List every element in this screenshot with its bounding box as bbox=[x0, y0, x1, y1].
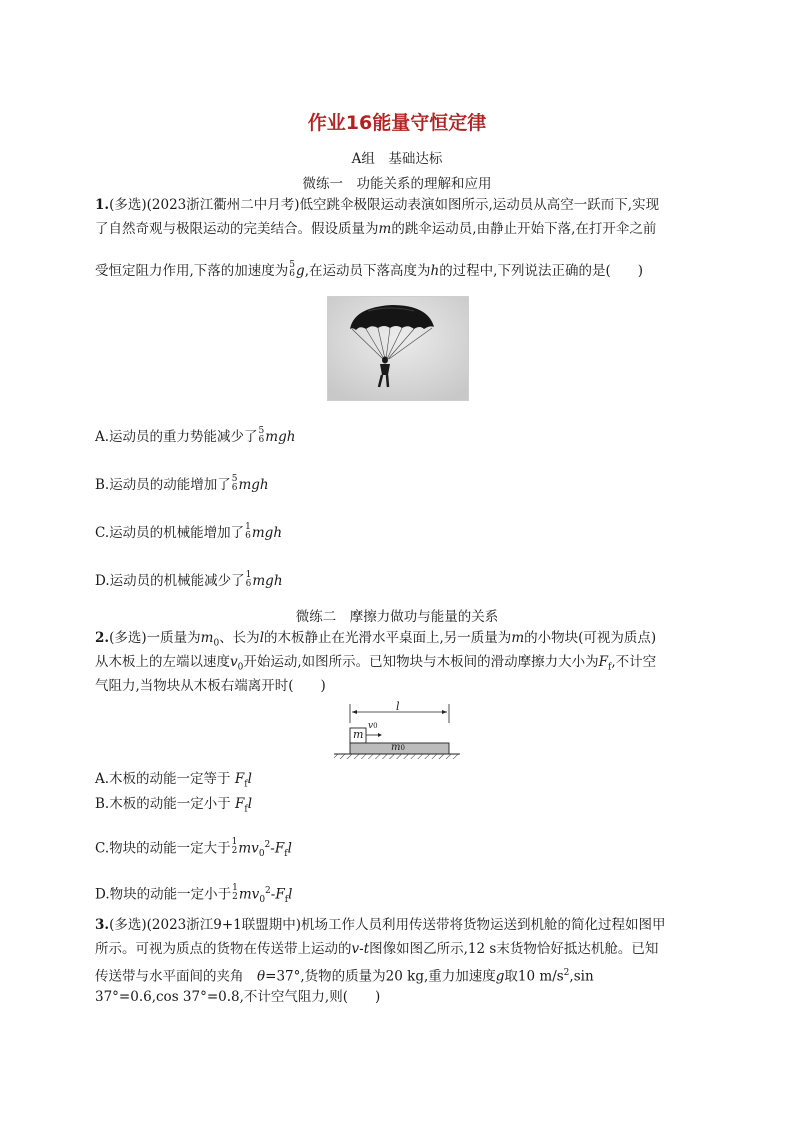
q1-option-b bbox=[95, 473, 269, 495]
q2-optD-vsub: 0 bbox=[259, 895, 266, 906]
q2-option-b bbox=[95, 795, 252, 819]
q2-optC-frac bbox=[232, 838, 238, 856]
q2-optA-F: F bbox=[234, 771, 245, 787]
q3-line-4: 37°=0.6,cos 37°=0.8,不计空气阻力,则( ) bbox=[95, 989, 381, 1005]
q1-var-g: g bbox=[296, 263, 305, 279]
q2-optB-sub: f bbox=[244, 804, 248, 815]
q2-optD-F: F bbox=[275, 886, 285, 903]
q2-var-v: v bbox=[230, 654, 238, 670]
q1-optA-frac bbox=[259, 427, 265, 445]
q3-text-2b: 图像如图乙所示,12 s末货物恰好抵达机舱。已知 bbox=[369, 941, 659, 957]
q3-sq: 2 bbox=[563, 968, 570, 978]
q2-optC-sq: 2 bbox=[264, 840, 271, 850]
q2-text-1b: 、长为 bbox=[219, 630, 260, 646]
q1-optC-text: C.运动员的机械能增加了 bbox=[95, 525, 245, 541]
q2-var-l: l bbox=[259, 630, 265, 646]
q2-optD-l: l bbox=[288, 886, 293, 903]
q1-optB-num: 5 bbox=[231, 473, 238, 484]
q1-text-3b: ,在运动员下落高度为 bbox=[304, 263, 431, 279]
q2-text-2c: ,不计空 bbox=[611, 654, 657, 670]
q2-text-1c: 的木板静止在光滑水平桌面上,另一质量为 bbox=[264, 630, 512, 646]
q2-optD-minus: - bbox=[270, 886, 276, 903]
q1-optD-den: 6 bbox=[245, 578, 252, 589]
q2-var-F-sub: f bbox=[608, 662, 612, 673]
q1-text-3a: 受恒定阻力作用,下落的加速度为 bbox=[95, 263, 289, 279]
q1-var-m: m bbox=[378, 221, 392, 237]
q2-var-F: F bbox=[598, 654, 609, 670]
q2-optA-text: A.木板的动能一定等于 bbox=[95, 771, 235, 787]
q2-line-2 bbox=[95, 653, 656, 677]
diagram-length-label: l bbox=[396, 700, 400, 713]
q1-line-1 bbox=[95, 196, 659, 214]
q2-optA-sub: f bbox=[244, 779, 248, 790]
q1-option-c bbox=[95, 521, 283, 543]
q3-text-3c: 取10 m/s bbox=[504, 968, 564, 985]
page-title: 作业16能量守恒定律 bbox=[307, 112, 487, 134]
q2-optD-den: 2 bbox=[232, 892, 238, 902]
q1-text-2a: 了自然奇观与极限运动的完美结合。假设质量为 bbox=[95, 221, 379, 237]
q3-text-3d: ,sin bbox=[569, 968, 594, 985]
q2-var-v-sub: 0 bbox=[237, 662, 244, 673]
section-heading-2: 微练二 摩擦力做功与能量的关系 bbox=[295, 609, 499, 625]
q2-optC-mv: mv bbox=[238, 840, 259, 857]
q2-optD-frac bbox=[232, 884, 238, 902]
q3-text-2a: 所示。可视为质点的货物在传送带上运动的 bbox=[95, 941, 352, 957]
q3-text-1: (多选)(2023浙江9+1联盟期中)机场工作人员利用传送带将货物运送到机舱的简化过程如图甲 bbox=[109, 917, 666, 933]
q2-optC-text: C.物块的动能一定大于 bbox=[95, 840, 231, 857]
q2-optC-Fsub: f bbox=[284, 849, 288, 860]
q2-optD-sq: 2 bbox=[265, 886, 271, 896]
q1-optC-frac bbox=[245, 523, 251, 541]
section-heading-1: 微练一 功能关系的理解和应用 bbox=[302, 176, 492, 192]
diagram-plank-m: m bbox=[391, 742, 401, 753]
q1-optA-text: A.运动员的重力势能减少了 bbox=[95, 429, 258, 445]
parachute-photo bbox=[327, 296, 469, 401]
q3-line-2 bbox=[95, 940, 658, 958]
q2-line-3: 气阻力,当物块从木板右端离开时( ) bbox=[95, 678, 326, 694]
q1-optB-text: B.运动员的动能增加了 bbox=[95, 477, 231, 493]
q2-optA-l: l bbox=[247, 771, 252, 787]
q3-line-1 bbox=[95, 916, 666, 934]
q2-text-1a: (多选)一质量为 bbox=[109, 630, 201, 646]
q2-optB-text: B.木板的动能一定小于 bbox=[95, 796, 236, 812]
plank-block-diagram bbox=[334, 701, 460, 763]
q2-option-c bbox=[95, 836, 292, 863]
q1-line-3 bbox=[95, 259, 644, 281]
q3-text-3b: =37°,货物的质量为20 kg,重力加速度 bbox=[265, 968, 496, 985]
q1-optD-text: D.运动员的机械能减少了 bbox=[95, 573, 245, 589]
diagram-plank-sub: 0 bbox=[400, 744, 405, 752]
q1-optD-expr: mgh bbox=[252, 573, 283, 589]
q1-optA-expr: mgh bbox=[265, 429, 296, 445]
q1-number: 1. bbox=[95, 197, 110, 213]
q2-optC-vsub: 0 bbox=[258, 849, 265, 860]
q1-optB-den: 6 bbox=[231, 482, 238, 493]
q3-line-3 bbox=[95, 964, 594, 986]
q1-optD-frac bbox=[246, 571, 252, 589]
q1-text-2b: 的跳伞运动员,由静止开始下落,在打开伞之前 bbox=[391, 221, 657, 237]
diagram-velocity-sub: 0 bbox=[373, 722, 378, 730]
q3-var-theta: θ bbox=[257, 968, 266, 985]
q1-optB-expr: mgh bbox=[238, 477, 269, 493]
q2-number: 2. bbox=[95, 630, 110, 646]
q1-optA-den: 6 bbox=[258, 434, 265, 445]
q1-frac-num: 5 bbox=[289, 259, 296, 270]
q3-number: 3. bbox=[95, 917, 110, 933]
q1-line-2 bbox=[95, 220, 656, 238]
diagram-velocity-v: v bbox=[368, 721, 374, 731]
q2-optD-num: 1 bbox=[232, 883, 238, 893]
q3-var-g: g bbox=[495, 968, 505, 985]
q3-text-3a: 传送带与水平面间的夹角 bbox=[95, 968, 257, 985]
q3-var-vt: v-t bbox=[351, 941, 370, 957]
parachute-icon bbox=[328, 297, 468, 400]
q2-option-a bbox=[95, 770, 252, 794]
q1-fraction bbox=[289, 261, 295, 279]
q2-optC-minus: - bbox=[270, 840, 275, 857]
q2-text-2a: 从木板上的左端以速度 bbox=[95, 654, 230, 670]
q2-text-1d: 的小物块(可视为质点) bbox=[524, 630, 657, 646]
q2-optD-text: D.物块的动能一定小于 bbox=[95, 886, 232, 903]
q1-var-h: h bbox=[430, 263, 440, 279]
q2-var-m0: m bbox=[200, 630, 214, 646]
diagram-velocity-label bbox=[368, 721, 378, 731]
q2-line-1 bbox=[95, 629, 656, 653]
q1-option-a bbox=[95, 425, 296, 447]
diagram-block-label: m bbox=[353, 728, 364, 741]
group-heading: A组 基础达标 bbox=[351, 151, 443, 167]
q2-optC-den: 2 bbox=[231, 846, 238, 856]
q2-option-d bbox=[95, 882, 292, 909]
q2-optC-F: F bbox=[274, 840, 285, 857]
q2-optC-l: l bbox=[287, 840, 292, 857]
q2-var-m0-sub: 0 bbox=[213, 638, 220, 649]
q2-optD-Fsub: f bbox=[284, 895, 289, 906]
q1-text-3c: 的过程中,下列说法正确的是( ) bbox=[439, 263, 644, 279]
diagram-plank-label bbox=[391, 742, 405, 753]
q2-optB-F: F bbox=[235, 796, 245, 812]
q1-option-d bbox=[95, 569, 283, 591]
q1-text-1: (多选)(2023浙江衢州二中月考)低空跳伞极限运动表演如图所示,运动员从高空一跃而下,实现 bbox=[109, 197, 660, 213]
q2-optB-l: l bbox=[247, 796, 253, 812]
q1-optD-num: 1 bbox=[245, 569, 252, 580]
q2-optC-num: 1 bbox=[231, 837, 238, 847]
q1-frac-den: 6 bbox=[289, 268, 296, 279]
q1-optC-expr: mgh bbox=[251, 525, 283, 541]
q1-optC-num: 1 bbox=[245, 521, 251, 532]
q1-optA-num: 5 bbox=[258, 425, 265, 436]
q2-var-m: m bbox=[511, 630, 525, 646]
q2-text-2b: 开始运动,如图所示。已知物块与木板间的滑动摩擦力大小为 bbox=[243, 654, 599, 670]
q2-optD-mv: mv bbox=[238, 886, 260, 903]
q1-optC-den: 6 bbox=[245, 530, 251, 541]
q1-optB-frac bbox=[232, 475, 238, 493]
